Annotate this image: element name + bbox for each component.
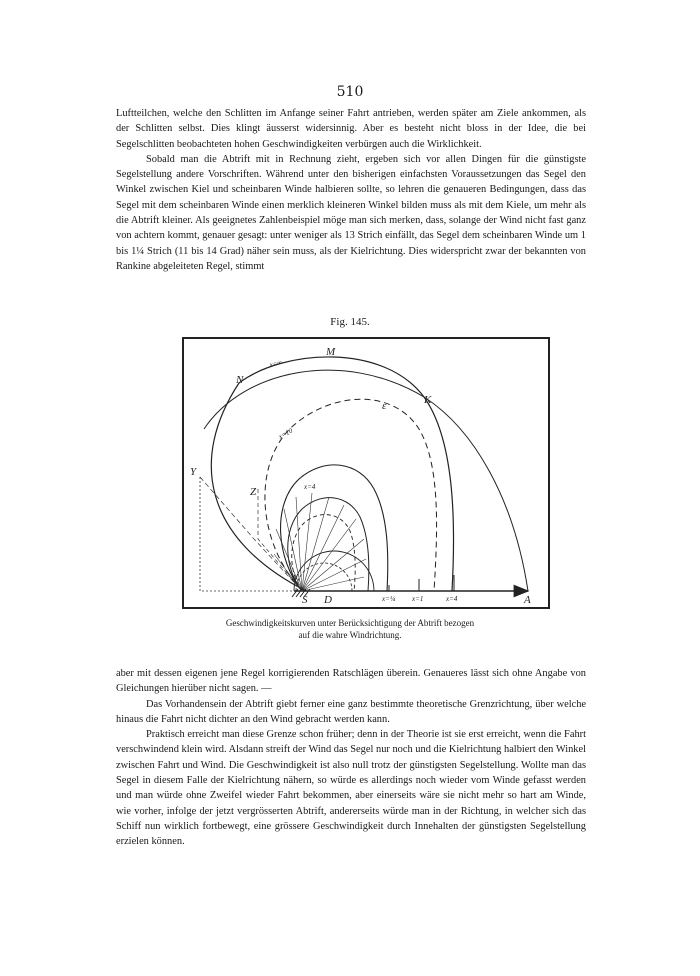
axis-label: x=¼	[382, 595, 396, 603]
label-d: D	[324, 594, 332, 606]
label-epsilon: ε	[382, 400, 387, 412]
axis-label: x=4	[446, 595, 458, 603]
figure-label: Fig. 145.	[330, 316, 370, 328]
paragraph: Das Vorhandensein der Abtrift giebt ferner eine ganz bestimmte theoretische Grenzrichtung, über welche hinaus die Fahrt nicht dichter an den Wind gebracht werden kann.	[116, 698, 586, 725]
label-n: N	[236, 374, 244, 386]
curve-label: x=∞	[268, 358, 283, 369]
page-number: 510	[336, 84, 364, 100]
paragraph: Sobald man die Abtrift mit in Rechnung zieht, ergeben sich vor allen Dingen für die günstigste Segelstellung andere Vorschriften. Während unter den bisherigen einfachsten Voraussetzungen das Segel den Winkel zwischen Kiel und scheinbaren Winde halbieren sollte, so lehren die genaueren Bedingungen, dass das Segel mit dem scheinbaren Winde einen merklich kleineren Winkel bilden muss als mit dem Kiele, um mehr als die Abtrift kleiner. Als geeignetes Zahlenbeispiel möge man sich merken, dass, solange der Wind nicht fast ganz von achtern kommt, genauer gesagt: unter weniger als 13 Strich einfällt, das Segel dem scheinbaren Winde um 1 bis 1¼ Strich (11 bis 14 Grad) näher sein muss, als der Kielrichtung. Dies widerspricht zwar der bekannten von Rankine abgeleiteten Regel, stimmt	[116, 153, 586, 272]
paragraph: aber mit dessen eigenen jene Regel korrigierenden Ratschlägen überein. Genaueres lässt sich ohne Angabe von Gleichungen hierüber nicht sagen. —	[116, 668, 586, 695]
label-z: Z	[250, 486, 257, 498]
curve-label: x=10	[277, 426, 295, 441]
bottom-text-block	[116, 666, 586, 850]
caption-line: Geschwindigkeitskurven unter Berücksichtigung der Abtrift bezogen	[225, 618, 475, 628]
label-s: S	[302, 594, 308, 606]
paragraph: Luftteilchen, welche den Schlitten im Anfange seiner Fahrt antrieben, werden später am Ziele ankommen, als der Schlitten selbst. Dies klingt äusserst widersinnig. Aber es besteht nicht bloss in der Idee, die bei Segelschlitten beobachteten hohen Geschwindigkeiten verbürgen auch die Wirklichkeit.	[116, 108, 586, 150]
curve-label: x=4	[304, 483, 316, 491]
label-m: M	[326, 346, 336, 358]
axis-label: x=1	[412, 595, 424, 603]
top-text-block	[116, 106, 586, 274]
figure-caption	[190, 617, 510, 641]
caption-line: auf die wahre Windrichtung.	[298, 630, 402, 640]
inner-curve	[288, 498, 369, 591]
label-y: Y	[190, 466, 197, 478]
paragraph: Praktisch erreicht man diese Grenze schon früher; denn in der Theorie ist sie erst erreicht, wenn die Fahrt verschwindend klein wird. Alsdann streift der Wind das Segel nur noch und die Kielrichtung halbiert den Winkel zwischen Fahrt und Wind. Die Geschwindigkeit ist also null trotz der günstigsten Segelstellung. Wollte man das Segel in diesem Falle der Kielrichtung nähern, so würde es allerdings noch wieder vom Winde gefasst werden und man würde ohne Zweifel wieder Fahrt bekommen, aber einerseits wäre sie nicht mehr so hart am Winde, wie vorher, infolge der jetzt vergrösserten Abtrift, andererseits würde man in der Richtung, in welcher sich das Schiff nun wirklich fortbewegt, eine grössere Geschwindigkeit durch Innehalten der günstigsten Segelstellung erzielen können.	[116, 729, 586, 848]
label-k: K	[424, 394, 432, 406]
semicircle-curve	[294, 551, 374, 591]
velocity-curves-diagram	[184, 339, 548, 607]
envelope-curve	[204, 370, 528, 591]
figure-frame	[182, 337, 550, 609]
label-a: A	[524, 594, 531, 606]
middle-curve	[281, 465, 388, 591]
outer-velocity-curve	[211, 357, 453, 591]
